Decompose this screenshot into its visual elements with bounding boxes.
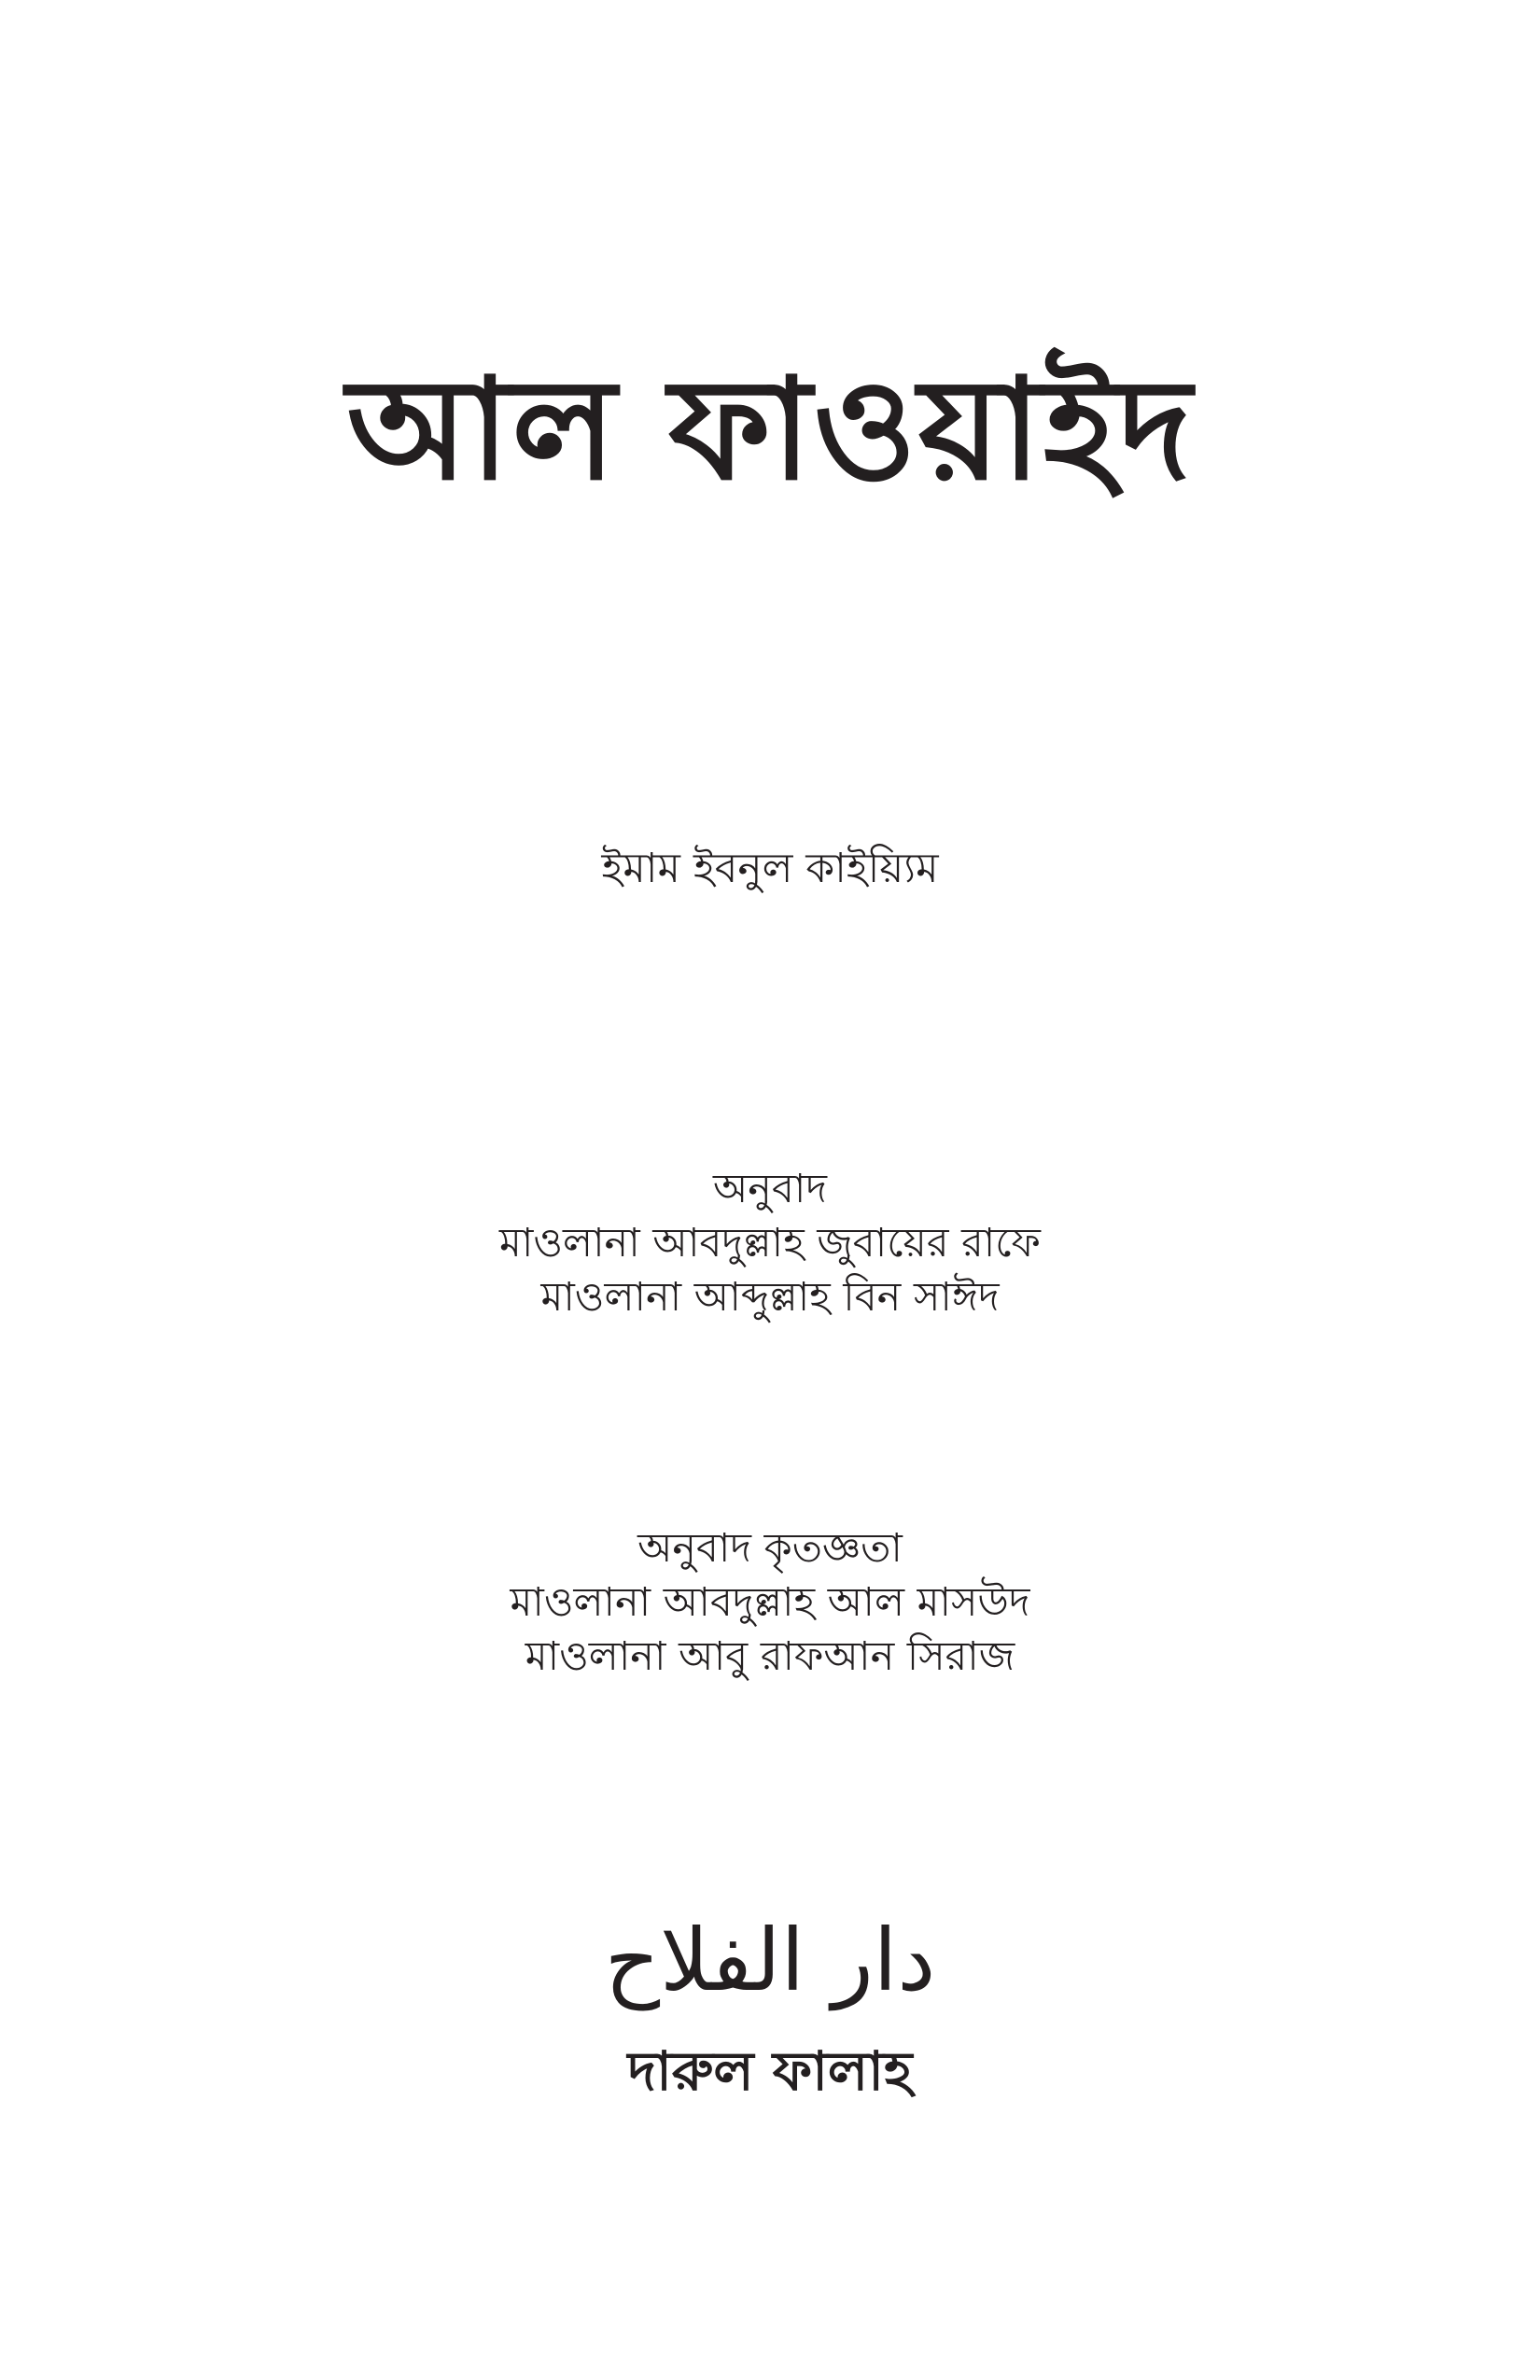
author-name: ইমাম ইবনুল কাইয়্যিম — [601, 845, 939, 892]
acknowledged-name: মাওলানা আবদুল্লাহ আল মাসউদ — [510, 1579, 1030, 1626]
translator-name: মাওলানা আবদুল্লাহ জুবায়ের রাফে — [499, 1220, 1041, 1267]
acknowledged-name: মাওলানা আবু রাফআন সিরাজ — [525, 1633, 1015, 1680]
translation-credits — [0, 1162, 1540, 1324]
book-title: আল ফাওয়াইদ — [346, 348, 1194, 511]
translator-name: মাওলানা আব্দুল্লাহ বিন সাঈদ — [540, 1274, 1000, 1321]
publisher-logo-arabic: دار الفلاح — [604, 1911, 936, 2010]
translation-heading: অনুবাদ — [713, 1166, 827, 1212]
acknowledgement-credits — [0, 1521, 1540, 1684]
publisher-name: দারুল ফালাহ — [627, 2039, 913, 2103]
acknowledgement-heading: অনুবাদ কৃতজ্ঞতা — [637, 1525, 903, 1572]
